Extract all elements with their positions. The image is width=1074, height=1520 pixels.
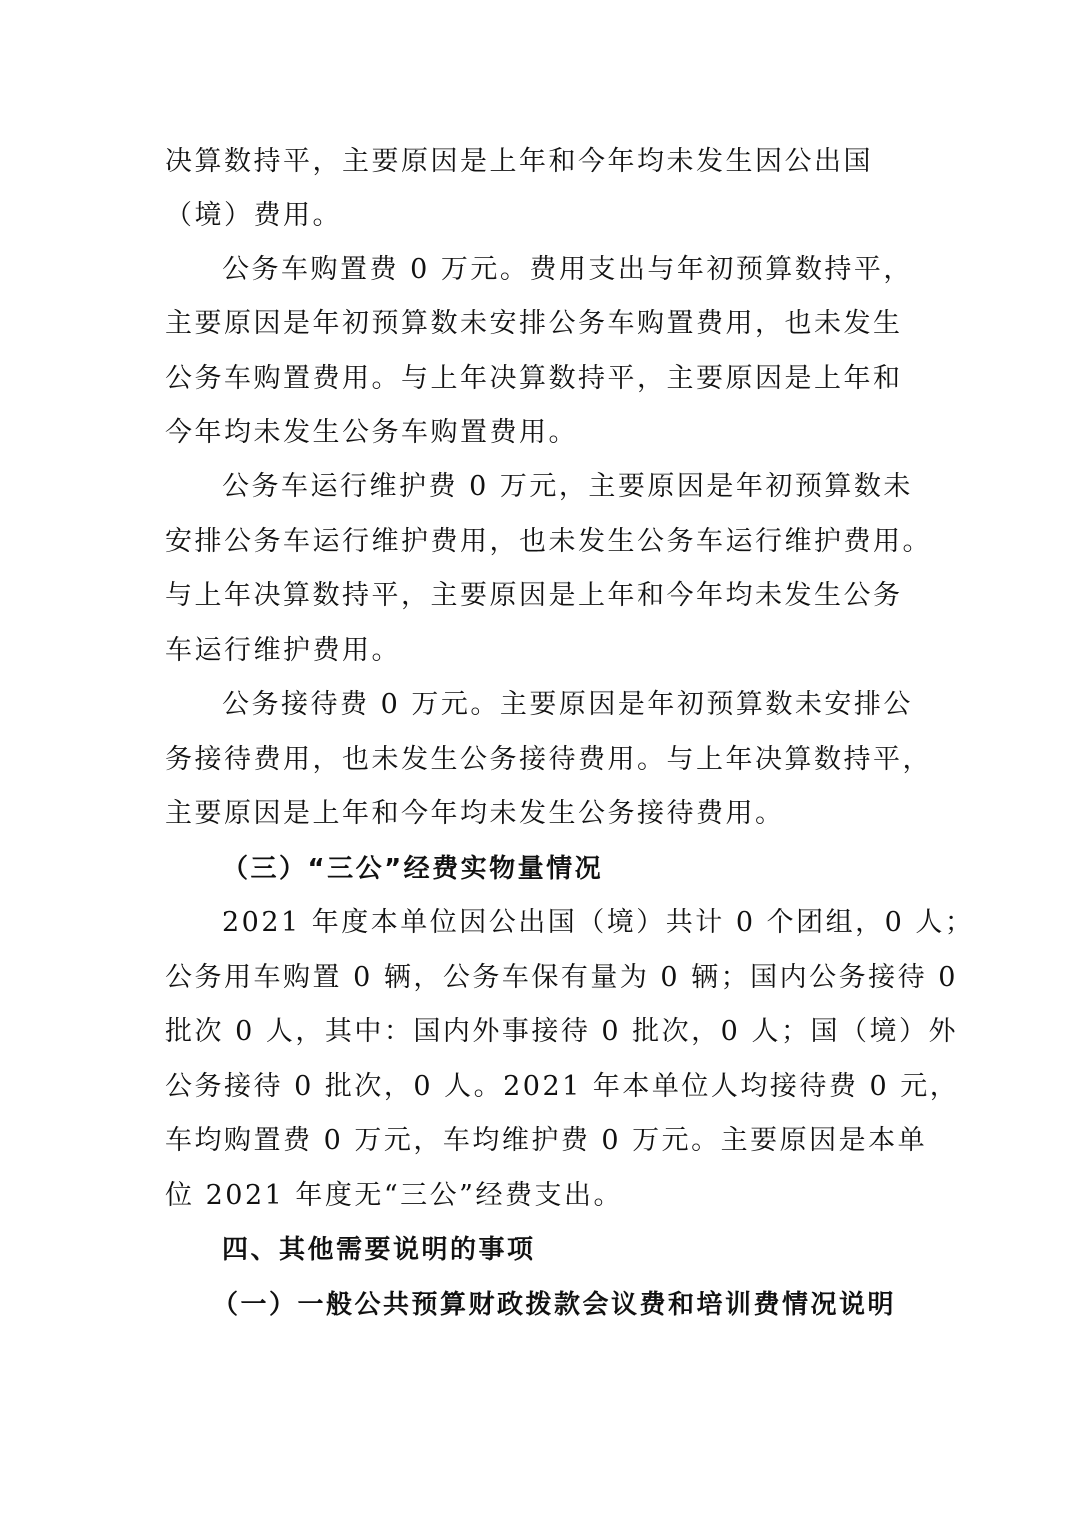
section-heading: 四、其他需要说明的事项 [222,1235,536,1265]
section-heading: （三）“三公”经费实物量情况 [222,854,604,884]
paragraph-line: 与上年决算数持平，主要原因是上年和今年均未发生公务 [165,580,903,611]
paragraph-line: 公务接待 0 批次，0 人。2021 年本单位人均接待费 0 元， [165,1071,960,1102]
paragraph-line: （境）费用。 [165,200,342,231]
paragraph-line: 批次 0 人，其中：国内外事接待 0 批次，0 人；国（境）外 [165,1016,958,1047]
paragraph-line: 决算数持平，主要原因是上年和今年均未发生因公出国 [165,146,873,177]
paragraph-line: 车均购置费 0 万元，车均维护费 0 万元。主要原因是本单 [165,1125,928,1156]
paragraph-line: 主要原因是年初预算数未安排公务车购置费用，也未发生 [165,308,903,339]
paragraph-line: 务接待费用，也未发生公务接待费用。与上年决算数持平， [165,744,932,775]
paragraph-line: 2021 年度本单位因公出国（境）共计 0 个团组，0 人； [222,907,975,938]
paragraph-line: 主要原因是上年和今年均未发生公务接待费用。 [165,798,785,829]
paragraph-line: 公务车购置费 0 万元。费用支出与年初预算数持平， [222,254,913,285]
paragraph-line: 公务车运行维护费 0 万元，主要原因是年初预算数未 [222,471,913,502]
paragraph-line: 安排公务车运行维护费用，也未发生公务车运行维护费用。 [165,526,932,557]
paragraph-line: 公务用车购置 0 辆，公务车保有量为 0 辆；国内公务接待 0 [165,962,958,993]
paragraph-line: 位 2021 年度无“三公”经费支出。 [165,1180,623,1211]
paragraph-line: 公务接待费 0 万元。主要原因是年初预算数未安排公 [222,689,913,720]
paragraph-line: 今年均未发生公务车购置费用。 [165,417,578,448]
paragraph-line: 车运行维护费用。 [165,635,401,666]
paragraph-line: 公务车购置费用。与上年决算数持平，主要原因是上年和 [165,363,903,394]
subsection-heading: （一）一般公共预算财政拨款会议费和培训费情况说明 [212,1290,897,1320]
